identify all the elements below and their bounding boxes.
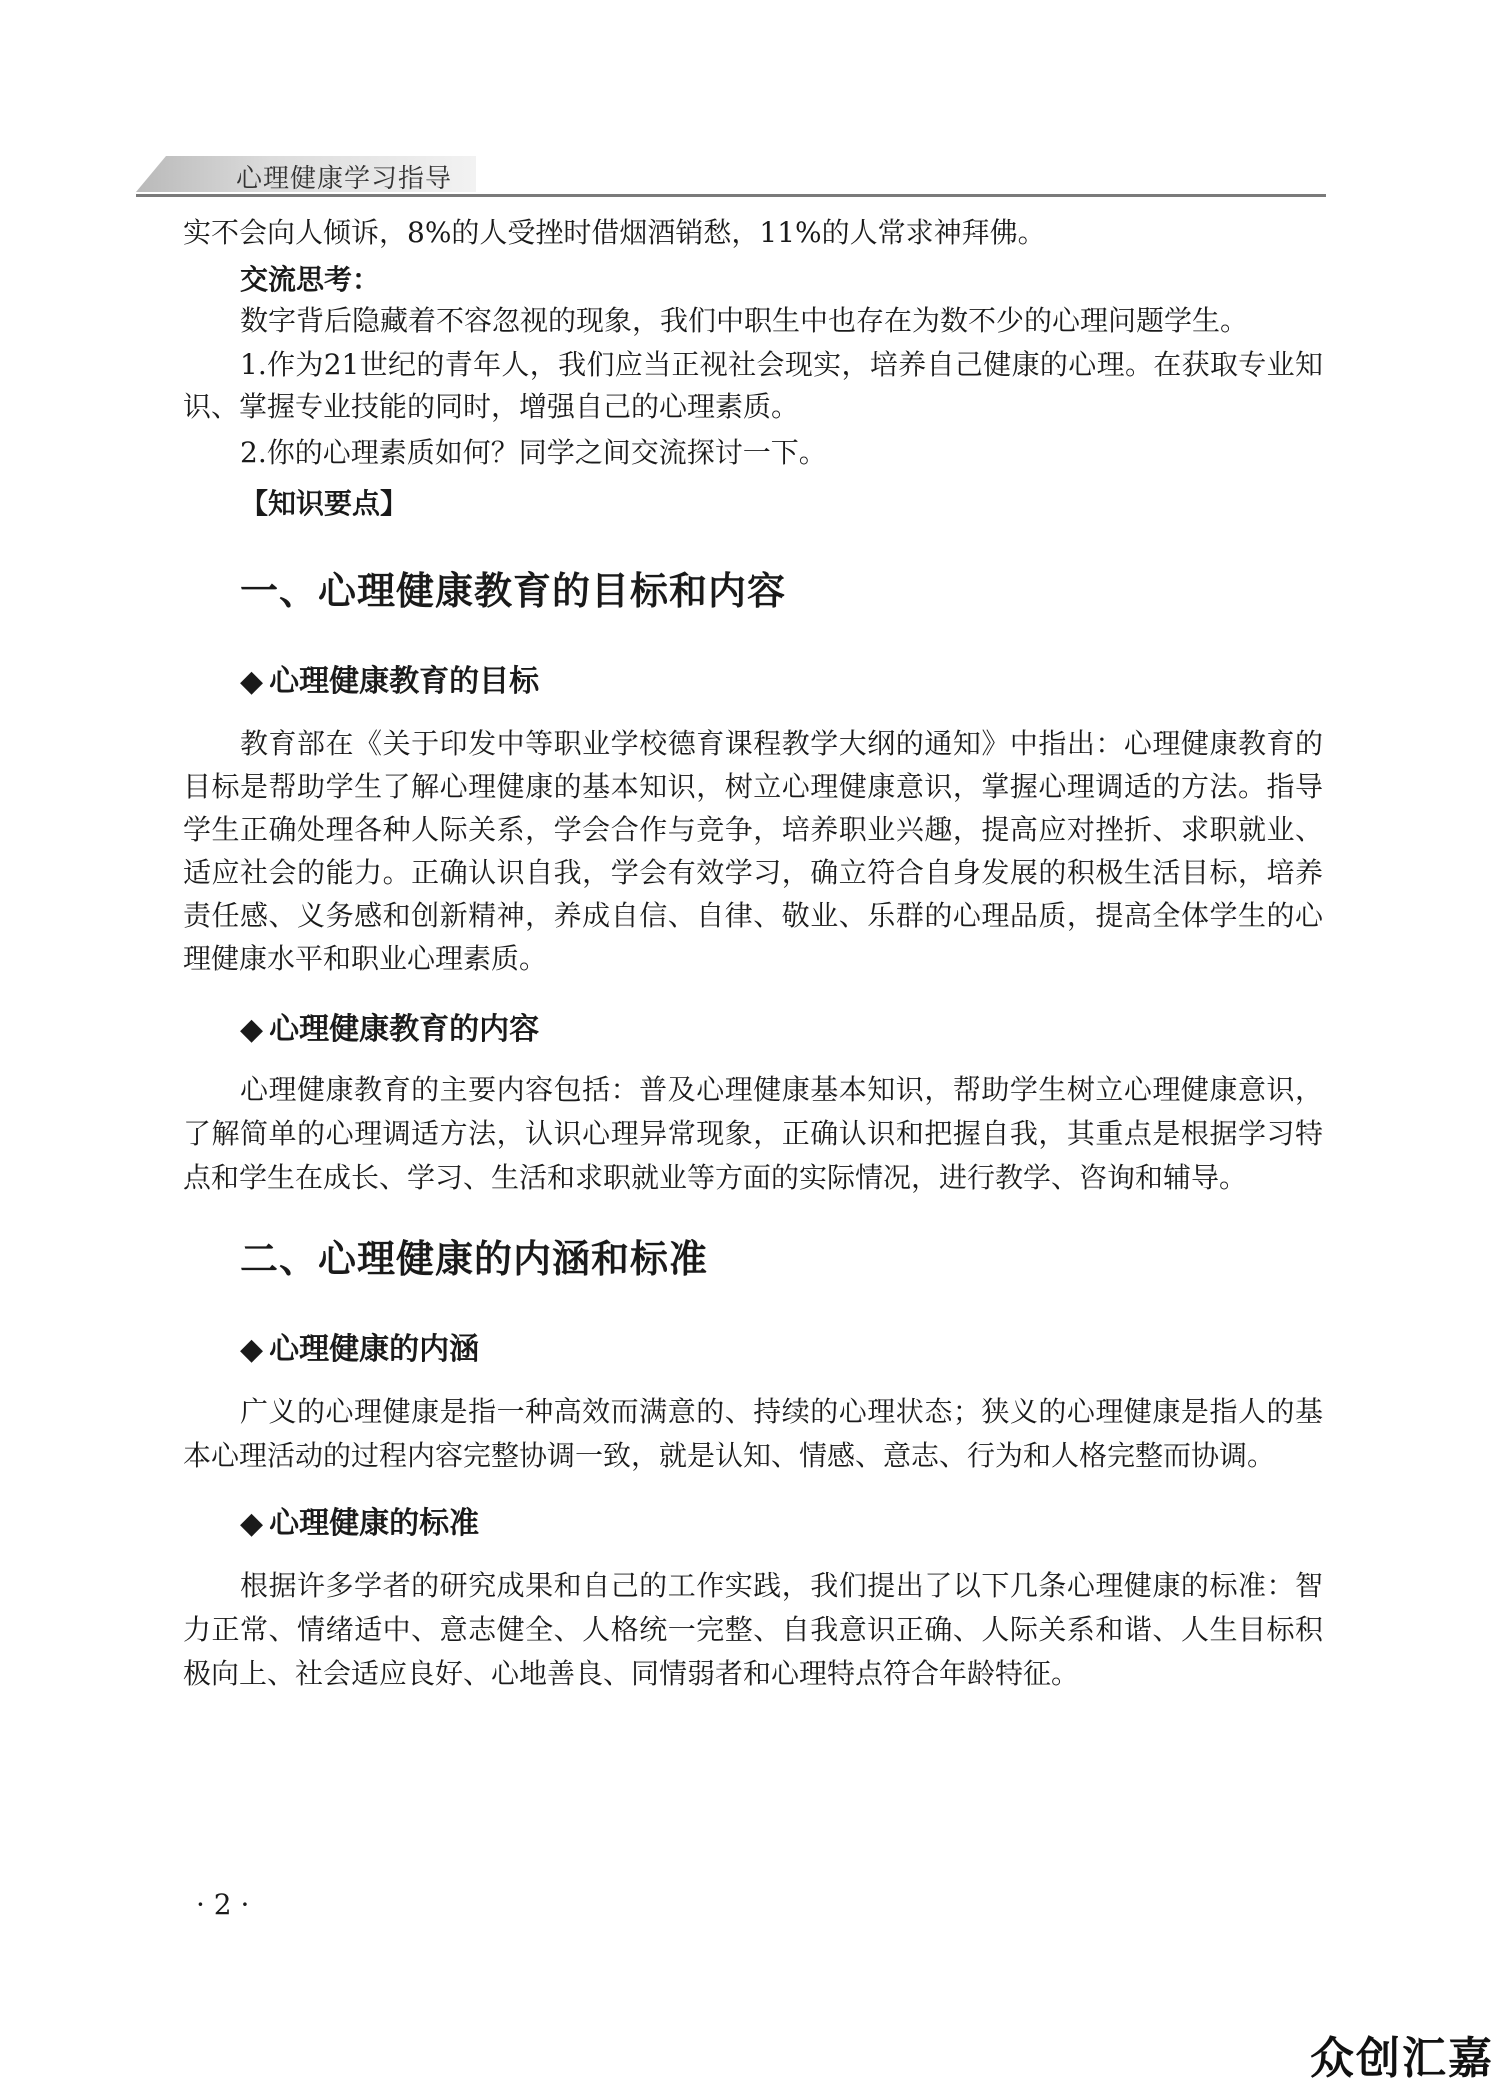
diamond-bullet-icon: ◆: [240, 664, 264, 699]
discussion-label: 交流思考：: [240, 263, 381, 296]
running-head: [136, 150, 1326, 197]
section-2-sub-1-paragraph: 广义的心理健康是指一种高效而满意的、持续的心理状态；狭义的心理健康是指人的基本心理活动的过程内容完整协调一致，就是认知、情感、意志、行为和人格完整而协调。: [183, 1395, 1323, 1472]
section-1-sub-2-paragraph: 心理健康教育的主要内容包括：普及心理健康基本知识，帮助学生树立心理健康意识，了解简单的心理调适方法，认识心理异常现象，正确认识和把握自我，其重点是根据学习特点和学生在成长、学习、生活和求职就业等方面的实际情况，进行教学、咨询和辅导。: [183, 1073, 1323, 1194]
discussion-item-2: 2.你的心理素质如何？同学之间交流探讨一下。: [240, 436, 827, 469]
intro-continuation: 实不会向人倾诉，8%的人受挫时借烟酒销愁，11%的人常求神拜佛。: [183, 216, 1046, 249]
section-2-sub-2-heading: ◆ 心理健康的标准: [240, 1506, 480, 1541]
knowledge-points-label: 【知识要点】: [240, 487, 409, 520]
discussion-paragraph: 数字背后隐藏着不容忽视的现象，我们中职生中也存在为数不少的心理问题学生。: [240, 304, 1249, 337]
section-2-heading: 二、心理健康的内涵和标准: [240, 1237, 709, 1281]
discussion-item-1: 1.作为21世纪的青年人，我们应当正视社会现实，培养自己健康的心理。在获取专业知识、掌握专业技能的同时，增强自己的心理素质。: [183, 348, 1323, 423]
section-1-sub-1-heading: ◆ 心理健康教育的目标: [240, 664, 540, 699]
section-1-heading: 一、心理健康教育的目标和内容: [240, 569, 787, 613]
diamond-bullet-icon: ◆: [240, 1506, 264, 1541]
diamond-bullet-icon: ◆: [240, 1012, 264, 1047]
section-2-sub-1-heading: ◆ 心理健康的内涵: [240, 1332, 480, 1367]
section-2-sub-2-paragraph: 根据许多学者的研究成果和自己的工作实践，我们提出了以下几条心理健康的标准：智力正常、情绪适中、意志健全、人格统一完整、自我意识正确、人际关系和谐、人生目标积极向上、社会适应良好、心地善良、同情弱者和心理特点符合年龄特征。: [183, 1569, 1323, 1690]
section-1-sub-2-heading: ◆ 心理健康教育的内容: [240, 1012, 540, 1047]
page-number: · 2 ·: [196, 1888, 250, 1921]
running-head-title: 心理健康学习指导: [236, 164, 453, 194]
section-1-sub-1-paragraph: 教育部在《关于印发中等职业学校德育课程教学大纲的通知》中指出：心理健康教育的目标是帮助学生了解心理健康的基本知识，树立心理健康意识，掌握心理调适的方法。指导学生正确处理各种人际关系，学会合作与竞争，培养职业兴趣，提高应对挫折、求职就业、适应社会的能力。正确认识自我，学会有效学习，确立符合自身发展的积极生活目标，培养责任感、义务感和创新精神，养成自信、自律、敬业、乐群的心理品质，提高全体学生的心理健康水平和职业心理素质。: [183, 727, 1323, 975]
watermark-logo: 众创汇嘉: [1310, 2033, 1494, 2084]
diamond-bullet-icon: ◆: [240, 1332, 264, 1367]
